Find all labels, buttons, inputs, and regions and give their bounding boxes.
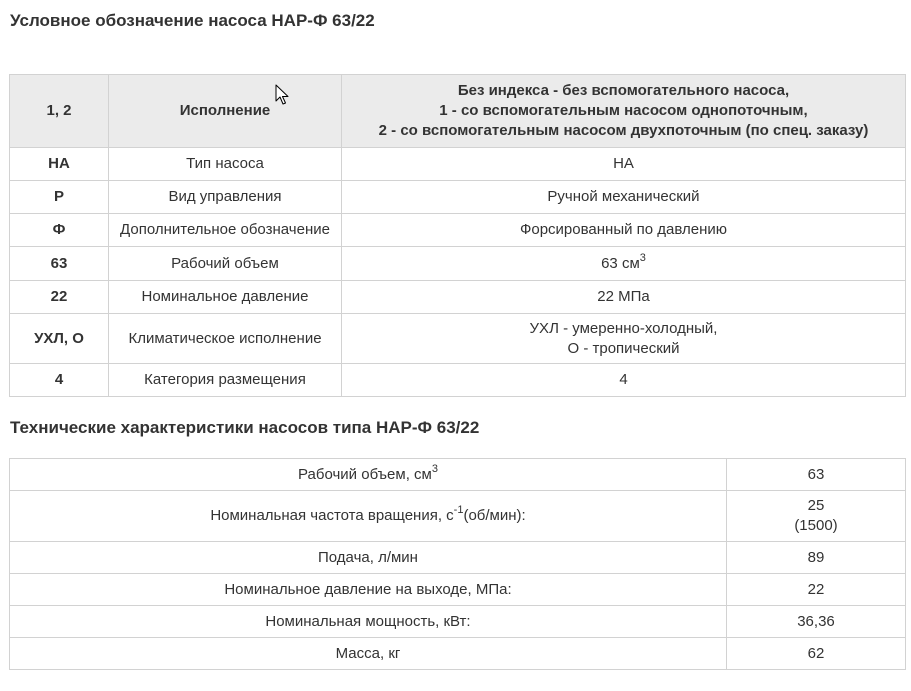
table-row: [10, 281, 906, 314]
spec-label: Подача, л/мин: [10, 542, 727, 574]
designation-table: [9, 74, 906, 397]
row-code: НА: [10, 148, 109, 181]
header-index-line-1: Без индекса - без вспомогательного насоса,: [457, 82, 790, 99]
spec-value: 62: [727, 638, 906, 670]
row-name: Климатическое исполнение: [109, 314, 342, 364]
spec-value: [727, 491, 906, 542]
spec-label: [10, 491, 727, 542]
row-code: 63: [10, 247, 109, 281]
table-row: [10, 247, 906, 281]
row-name: Номинальное давление: [109, 281, 342, 314]
row-code: 4: [10, 364, 109, 397]
designation-heading: Условное обозначение насоса НАР-Ф 63/22: [10, 11, 375, 30]
spec-label: [10, 459, 727, 491]
table-row: [10, 606, 906, 638]
spec-label: Масса, кг: [10, 638, 727, 670]
spec-label-suffix: (об/мин):: [463, 507, 526, 524]
table-row: [10, 542, 906, 574]
row-value-text: 63 см: [601, 254, 640, 272]
table-row: [10, 638, 906, 670]
spec-label: Номинальная мощность, кВт:: [10, 606, 727, 638]
table-row: [10, 181, 906, 214]
row-value: Форсированный по давлению: [342, 214, 906, 247]
table-row: [10, 364, 906, 397]
row-value: НА: [342, 148, 906, 181]
spec-label-text: Рабочий объем, см: [298, 465, 432, 483]
row-name: Рабочий объем: [109, 247, 342, 281]
row-value: [342, 314, 906, 364]
row-name: Дополнительное обозначение: [109, 214, 342, 247]
specs-table: [9, 458, 906, 670]
spec-value: 22: [727, 574, 906, 606]
spec-value: 63: [727, 459, 906, 491]
row-value: [342, 247, 906, 281]
header-code: 1, 2: [10, 75, 109, 148]
header-execution: Исполнение: [109, 75, 342, 148]
row-value-line-1: УХЛ - умеренно-холодный,: [529, 319, 718, 337]
table-row: [10, 491, 906, 542]
spec-value: 36,36: [727, 606, 906, 638]
designation-header-row: [10, 75, 906, 148]
specs-heading: Технические характеристики насосов типа НАР-Ф 63/22: [10, 418, 480, 437]
row-code: Р: [10, 181, 109, 214]
row-name: Тип насоса: [109, 148, 342, 181]
table-row: [10, 459, 906, 491]
spec-value-line-2: (1500): [794, 517, 838, 534]
row-name: Категория размещения: [109, 364, 342, 397]
spec-value: 89: [727, 542, 906, 574]
superscript: 3: [639, 251, 646, 264]
row-code: УХЛ, О: [10, 314, 109, 364]
spec-label: Номинальное давление на выходе, МПа:: [10, 574, 727, 606]
superscript: 3: [431, 462, 438, 475]
header-index-description: [342, 75, 906, 148]
row-name: Вид управления: [109, 181, 342, 214]
table-row: [10, 314, 906, 364]
table-row: [10, 214, 906, 247]
row-value-line-2: О - тропический: [567, 339, 680, 357]
spec-label-text: Номинальная частота вращения, с: [210, 507, 454, 524]
row-value: 4: [342, 364, 906, 397]
row-code: Ф: [10, 214, 109, 247]
header-index-line-2: 1 - со вспомогательным насосом однопоточным,: [439, 102, 808, 119]
mouse-pointer-icon: [275, 84, 289, 106]
superscript: -1: [453, 504, 464, 516]
row-value: Ручной механический: [342, 181, 906, 214]
table-row: [10, 148, 906, 181]
table-row: [10, 574, 906, 606]
row-code: 22: [10, 281, 109, 314]
spec-value-line-1: 25: [807, 497, 825, 514]
header-index-line-3: 2 - со вспомогательным насосом двухпоточным (по спец. заказу): [378, 122, 869, 139]
row-value: 22 МПа: [342, 281, 906, 314]
